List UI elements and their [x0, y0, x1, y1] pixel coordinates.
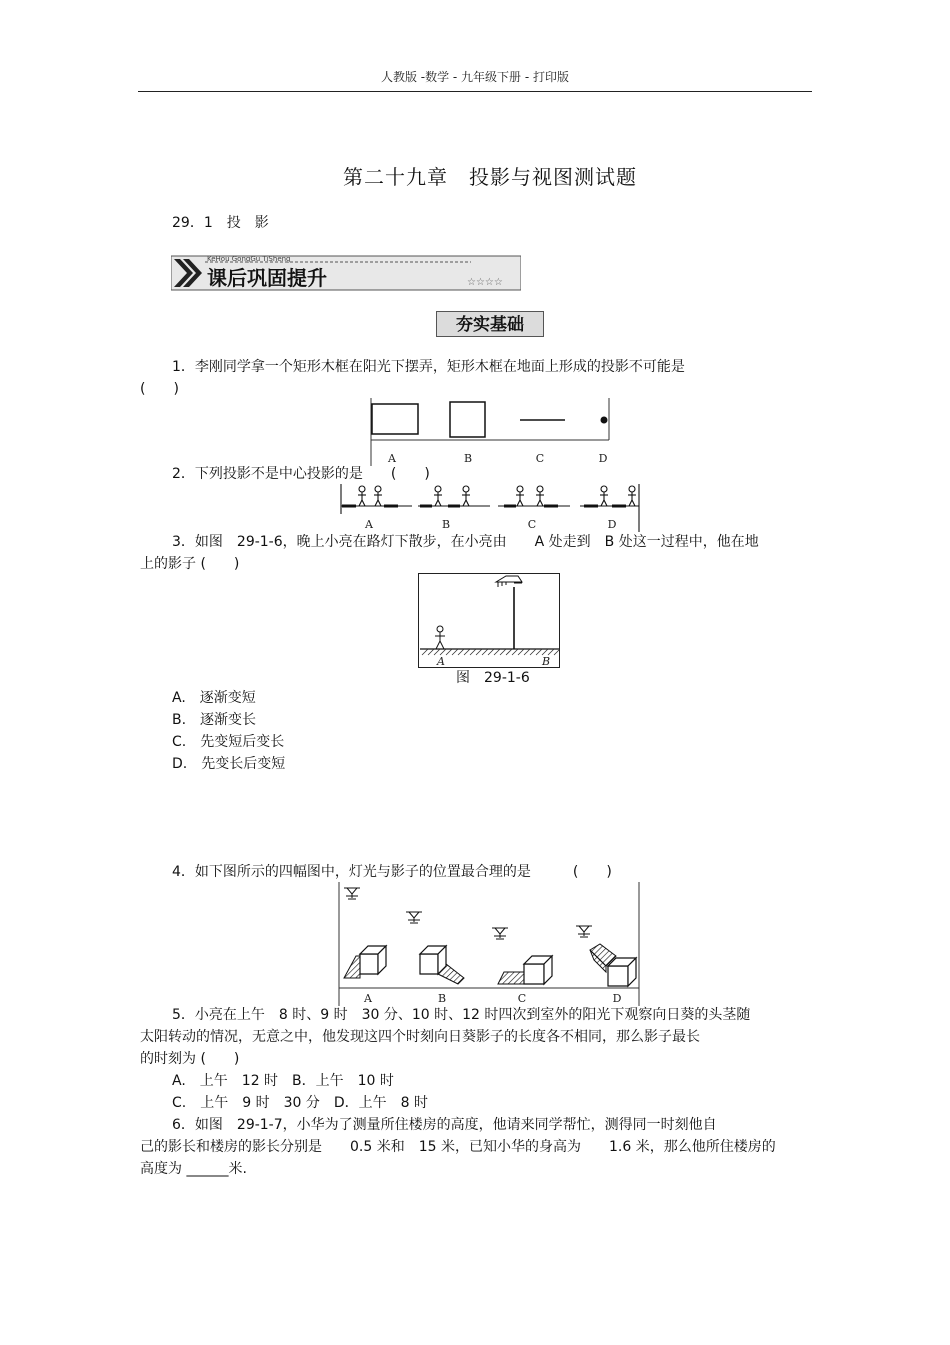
- q1-stem: 1．李刚同学拿一个矩形木框在阳光下摆弄，矩形木框在地面上形成的投影不可能是: [172, 359, 685, 375]
- q5-options-cd: C. 上午 9 时 30 分 D．上午 8 时: [172, 1095, 428, 1111]
- q1-label-a: A: [388, 452, 396, 465]
- q2-label-c: C: [527, 518, 537, 531]
- q1-shape-point: [601, 417, 608, 424]
- cube-d: [608, 958, 636, 986]
- walker-figure: [435, 626, 445, 649]
- q3-stem: 3．如图 29-1-6，晚上小亮在路灯下散步，在小亮由 A 处走到 B 处这一过程中，他在地: [172, 534, 759, 550]
- page-title: 第二十九章 投影与视图测试题: [343, 165, 637, 189]
- q1-shape-rectangle: [372, 404, 418, 434]
- running-header: 人教版 -数学 - 九年级下册 - 打印版: [380, 70, 570, 84]
- banner-pinyin: KeHou GongGu TiSheng: [207, 255, 291, 263]
- q6-stem-cont1: 己的影长和楼房的影长分别是 0.5 米和 15 米，已知小华的身高为 1.6 米，那么他所住楼房的: [140, 1139, 776, 1155]
- q1-figure: [370, 398, 610, 466]
- q4-stem: 4．如下图所示的四幅图中，灯光与影子的位置最合理的是 ( ): [172, 864, 612, 880]
- cube-b: [420, 946, 446, 974]
- q5-stem-cont2: 的时刻为 ( ): [140, 1051, 240, 1067]
- q6-stem-cont2: 高度为 ______米.: [140, 1161, 247, 1177]
- banner-title: 课后巩固提升: [207, 266, 327, 290]
- q3-stem-cont: 上的影子 ( ): [140, 556, 240, 572]
- q5-stem: 5．小亮在上午 8 时、9 时 30 分、10 时、12 时四次到室外的阳光下观察向日葵的头茎随: [172, 1007, 751, 1023]
- cube-c: [524, 956, 552, 984]
- q2-label-d: D: [607, 518, 617, 531]
- q5-options-ab: A. 上午 12 时 B．上午 10 时: [172, 1073, 394, 1089]
- lamp-icon-b: [406, 912, 422, 923]
- q2-stem: 2．下列投影不是中心投影的是 ( ): [172, 466, 430, 482]
- q4-label-c: C: [517, 992, 527, 1005]
- lamp-icon-a: [344, 888, 360, 899]
- q3-caption: 图 29-1-6: [456, 670, 530, 686]
- section-heading: 29．1 投 影: [172, 215, 269, 231]
- sub-banner-title: 夯实基础: [456, 315, 524, 335]
- q3-figure: [418, 573, 560, 668]
- banner: [171, 253, 521, 291]
- header-divider: [138, 91, 812, 92]
- q5-stem-cont1: 太阳转动的情况，无意之中，他发现这四个时刻向日葵影子的长度各不相同，那么影子最长: [140, 1029, 700, 1045]
- q3-point-a: A: [437, 655, 445, 668]
- q4-figure: [338, 882, 640, 1006]
- banner-stars: ☆☆☆☆: [467, 277, 503, 288]
- q2-label-a: A: [365, 518, 373, 531]
- sub-banner: [436, 311, 544, 337]
- q4-label-d: D: [612, 992, 622, 1005]
- q1-shape-square: [450, 402, 485, 437]
- q4-label-a: A: [364, 992, 372, 1005]
- lamp-icon-c: [492, 928, 508, 939]
- q3-point-b: B: [542, 655, 551, 668]
- lamp-icon-d: [576, 926, 592, 937]
- q2-figure: [340, 484, 640, 532]
- cube-a: [360, 946, 386, 974]
- q1-label-b: B: [463, 452, 473, 465]
- q4-label-b: B: [437, 992, 447, 1005]
- q2-label-b: B: [441, 518, 451, 531]
- q3-option-d: D. 先变长后变短: [172, 756, 286, 772]
- q6-stem: 6．如图 29-1-7，小华为了测量所住楼房的高度，他请来同学帮忙，测得同一时刻他自: [172, 1117, 717, 1133]
- q3-option-c: C. 先变短后变长: [172, 734, 285, 750]
- q3-option-a: A. 逐渐变短: [172, 690, 256, 706]
- q1-paren: ( ): [140, 381, 179, 397]
- q1-label-c: C: [535, 452, 545, 465]
- q1-label-d: D: [598, 452, 608, 465]
- q3-option-b: B. 逐渐变长: [172, 712, 257, 728]
